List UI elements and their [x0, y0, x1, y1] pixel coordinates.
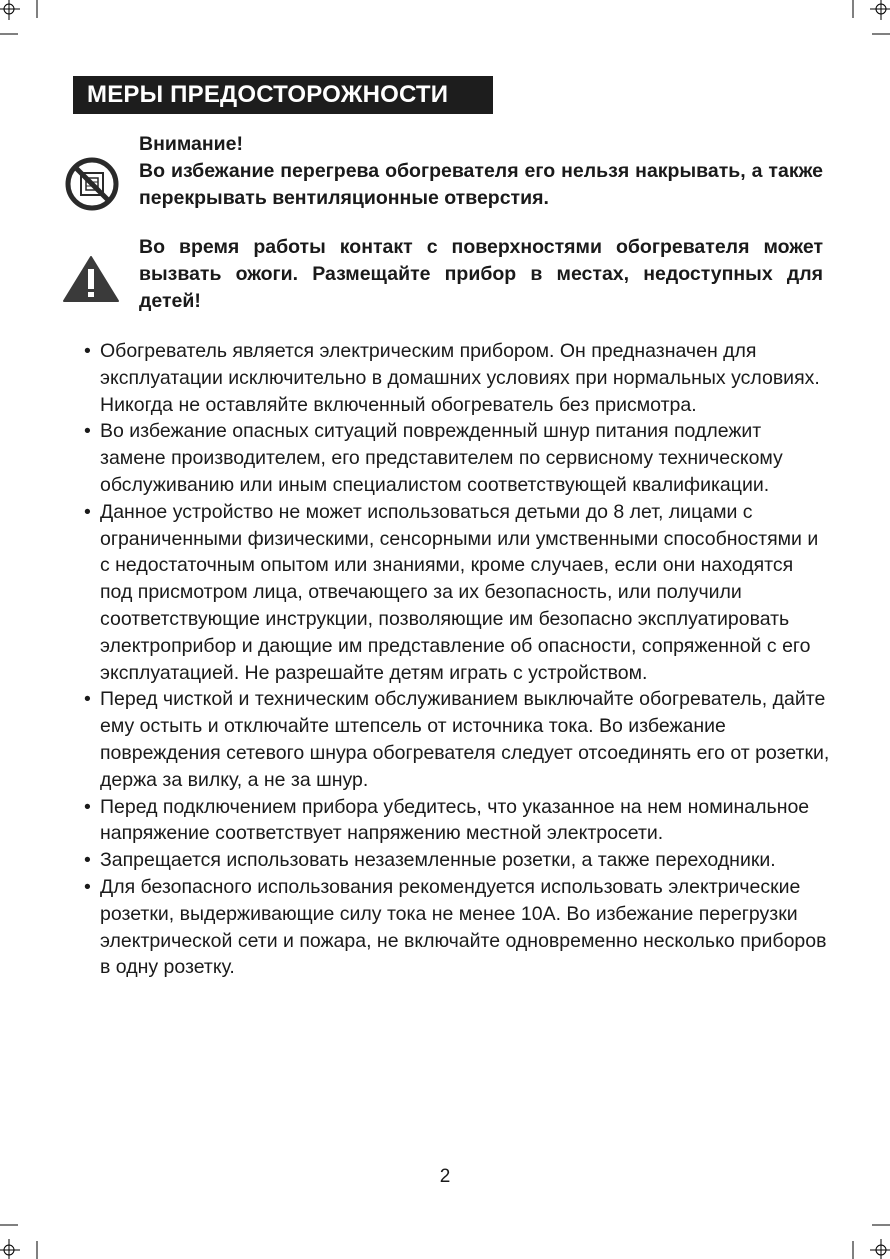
page-title: МЕРЫ ПРЕДОСТОРОЖНОСТИ	[73, 76, 493, 114]
safety-bullet-list	[82, 338, 830, 981]
warning-block-burns	[139, 234, 823, 315]
warning-triangle-icon	[62, 255, 120, 303]
no-cover-icon	[64, 156, 120, 212]
crop-mark-bottom-right	[850, 1219, 890, 1259]
crop-mark-bottom-left	[0, 1219, 40, 1259]
warning-text: Во время работы контакт с поверхностями обогревателя может вызвать ожоги. Размещайте прибор в местах, недоступных для детей!	[139, 236, 823, 312]
list-item: • Перед подключением прибора убедитесь, что указанное на нем номинальное напряжение соответствует напряжению местной электросети.	[82, 794, 830, 848]
warning-heading: Внимание!	[139, 133, 243, 155]
list-item: • Для безопасного использования рекомендуется использовать электрические розетки, выдерживающие силу тока не менее 10А. Во избежание перегрузки электрической сети и пожара, не включайте одновременно несколько приборов в одну розетку.	[82, 874, 830, 981]
warning-text: Во избежание перегрева обогревателя его нельзя накрывать, а также перекрывать вентиляционные отверстия.	[139, 160, 823, 209]
list-item: • Данное устройство не может использоваться детьми до 8 лет, лицами с ограниченными физическими, сенсорными или умственными способностями и с недостаточным опытом или знаниями, кроме случаев, если они находятся под присмотром лица, отвечающего за их безопасность, или получили соответствующие инструкции, позволяющие им безопасно эксплуатировать электроприбор и дающие им представление об опасности, сопряженной с его эксплуатацией. Не разрешайте детям играть с устройством.	[82, 499, 830, 687]
page-number: 2	[439, 1166, 451, 1187]
list-item: • Перед чисткой и техническим обслуживанием выключайте обогреватель, дайте ему остыть и отключайте штепсель от источника тока. Во избежание повреждения сетевого шнура обогревателя следует отсоединять его от розетки, держа за вилку, а не за шнур.	[82, 686, 830, 793]
list-item: • Обогреватель является электрическим прибором. Он предназначен для эксплуатации исключительно в домашних условиях при нормальных условиях. Никогда не оставляйте включенный обогреватель без присмотра.	[82, 338, 830, 418]
list-item: • Запрещается использовать незаземленные розетки, а также переходники.	[82, 847, 830, 874]
warning-block-cover	[139, 131, 823, 212]
list-item: • Во избежание опасных ситуаций поврежденный шнур питания подлежит замене производителем, его представителем по сервисному техническому обслуживанию или иным специалистом соответствующей квалификации.	[82, 418, 830, 498]
crop-mark-top-left	[0, 0, 40, 40]
crop-mark-top-right	[850, 0, 890, 40]
